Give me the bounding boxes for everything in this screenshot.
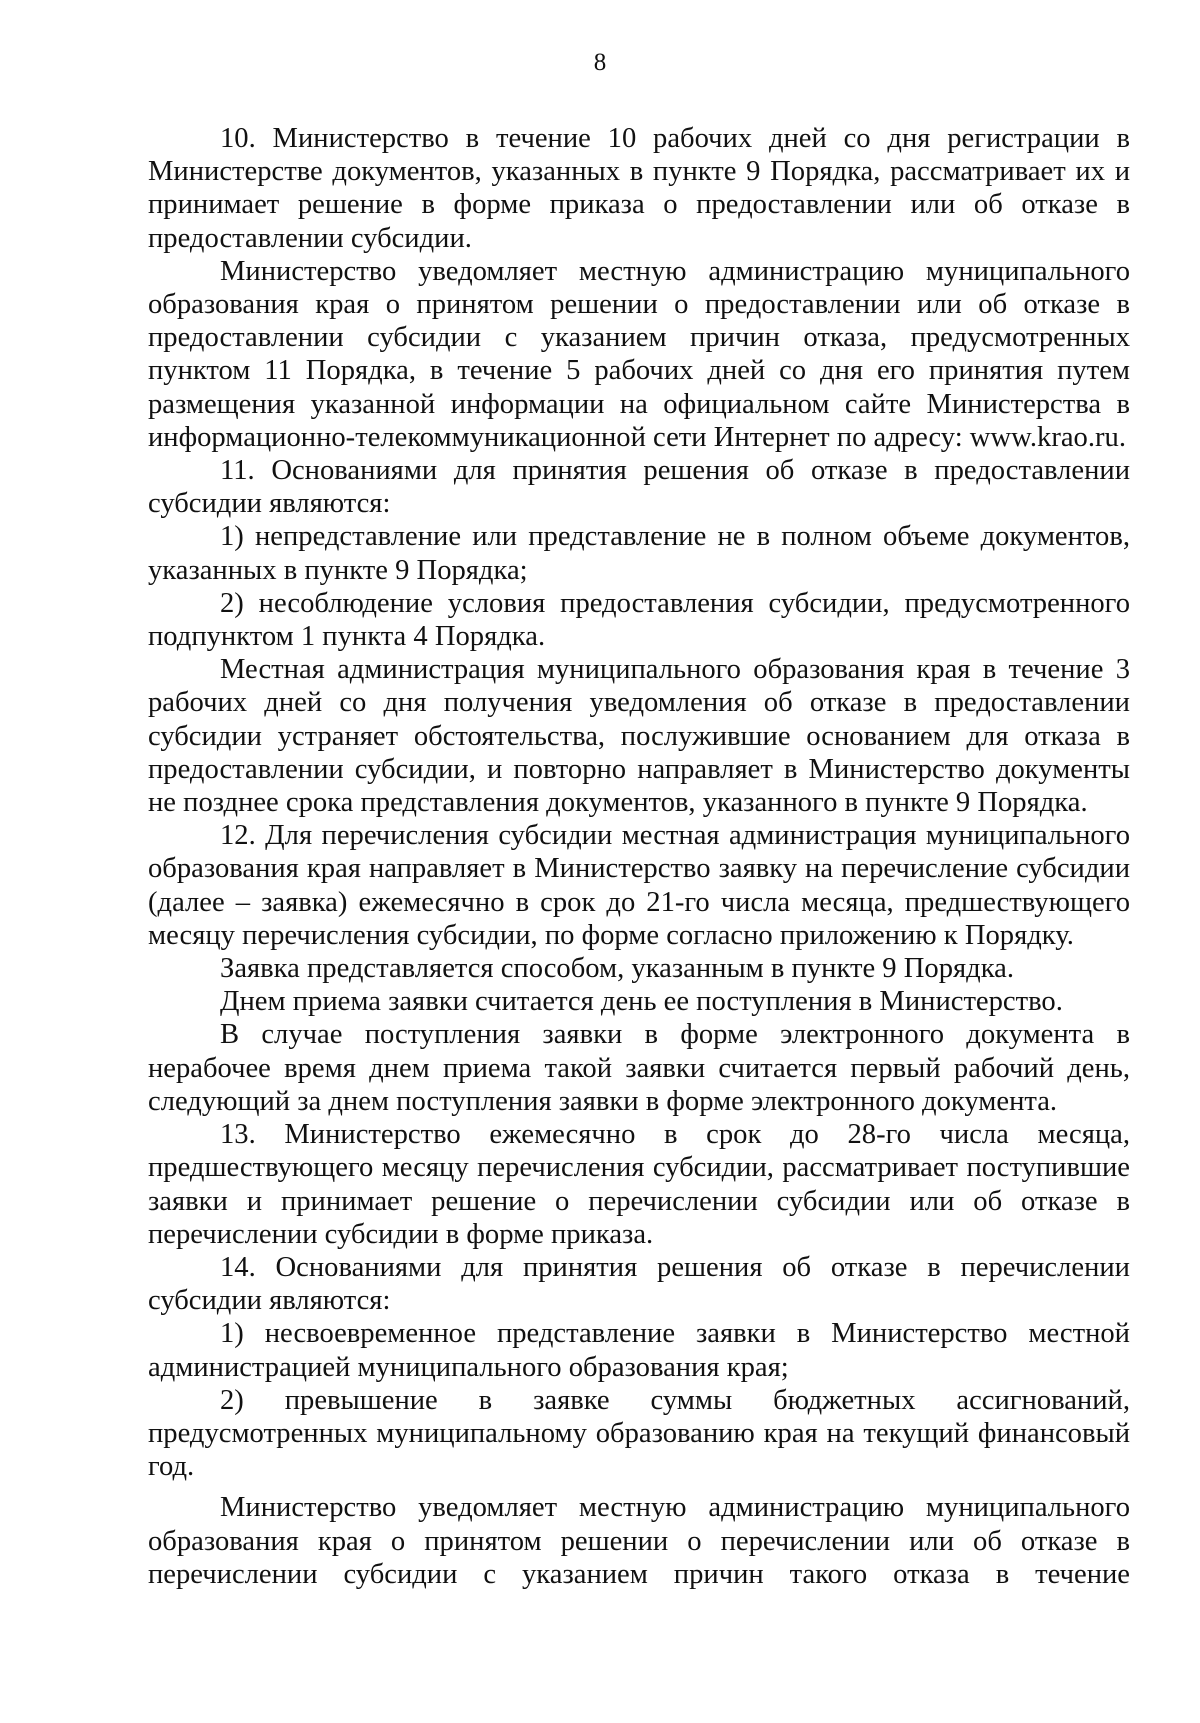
paragraph-14-item-2: 2) превышение в заявке суммы бюджетных ассигнований, предусмотренных муниципальному образованию края на текущий финансовый год. — [148, 1384, 1130, 1483]
paragraph-local-administration: Местная администрация муниципального образования края в течение 3 рабочих дней со дня получения уведомления об отказе в предоставлении субсидии устраняет обстоятельства, послужившие основанием для отказа в предоставлении субсидии, и повторно направляет в Министерство документы не позднее срока представления документов, указанного в пункте 9 Порядка. — [148, 654, 1130, 819]
paragraph-application-date: Днем приема заявки считается день ее поступления в Министерство. — [220, 986, 1063, 1018]
paragraph-electronic-document: В случае поступления заявки в форме электронного документа в нерабочее время днем приема такой заявки считается первый рабочий день, следующий за днем поступления заявки в форме электронного документа. — [148, 1019, 1130, 1117]
paragraph-final-notification: Министерство уведомляет местную администрацию муниципального образования края о принятом решении о перечислении или об отказе в перечислении субсидии с указанием причин такого отказа в течение — [148, 1492, 1130, 1590]
paragraph-11: 11. Основаниями для принятия решения об отказе в предоставлении субсидии являются: — [148, 455, 1130, 520]
paragraph-11-item-2: 2) несоблюдение условия предоставления субсидии, предусмотренного подпунктом 1 пункта 4 Порядка. — [148, 587, 1130, 653]
paragraph-11-item-1: 1) непредставление или представление не в полном объеме документов, указанных в пункте 9 Порядка; — [148, 521, 1130, 586]
paragraph-notification: Министерство уведомляет местную администрацию муниципального образования края о принятом решении о предоставлении или об отказе в предоставлении субсидии с указанием причин отказа, предусмотренных пунктом 11 Порядка, в течение 5 рабочих дней со дня его принятия путем размещения указанной информации на официальном сайте Министерства в информационно-телекоммуникационной сети Интернет по адресу: www.krao.ru. — [148, 255, 1130, 453]
document-body — [148, 122, 1130, 1591]
paragraph-14-item-1: 1) несвоевременное представление заявки в Министерство местной администрацией муниципального образования края; — [148, 1318, 1130, 1383]
paragraph-14: 14. Основаниями для принятия решения об отказе в перечислении субсидии являются: — [148, 1251, 1130, 1317]
page-number: 8 — [593, 49, 607, 76]
paragraph-13: 13. Министерство ежемесячно в срок до 28-го числа месяца, предшествующего месяцу перечисления субсидии, рассматривает поступившие заявки и принимает решение о перечислении субсидии или об отказе в перечислении субсидии в форме приказа. — [148, 1119, 1130, 1250]
paragraph-12: 12. Для перечисления субсидии местная администрация муниципального образования края направляет в Министерство заявку на перечисление субсидии (далее – заявка) ежемесячно в срок до 21-го числа месяца, предшествующего месяцу перечисления субсидии, по форме согласно приложению к Порядку. — [148, 820, 1130, 951]
paragraph-application-method: Заявка представляется способом, указанным в пункте 9 Порядка. — [220, 953, 1014, 985]
paragraph-10: 10. Министерство в течение 10 рабочих дней со дня регистрации в Министерстве документов, указанных в пункте 9 Порядка, рассматривает их и принимает решение в форме приказа о предоставлении или об отказе в предоставлении субсидии. — [148, 123, 1130, 254]
